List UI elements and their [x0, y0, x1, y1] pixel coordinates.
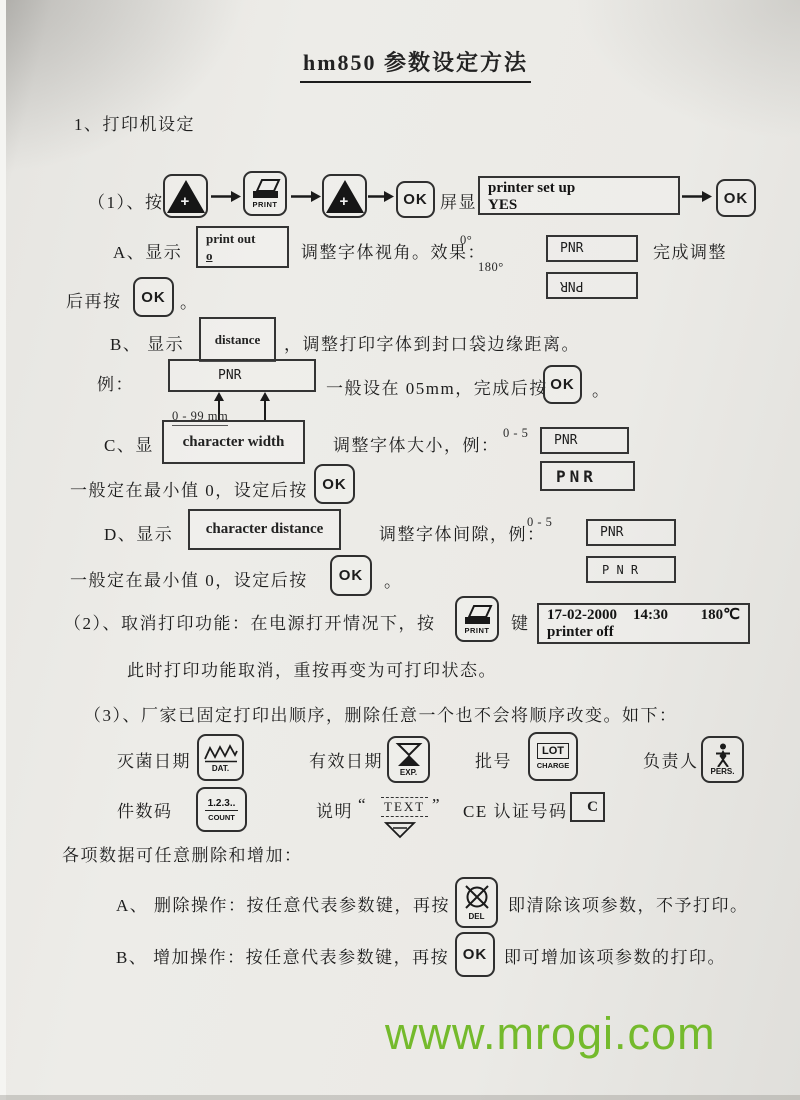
plus-key	[322, 174, 367, 218]
text-symbol: TEXT	[381, 797, 428, 817]
ok-key: OK	[543, 365, 582, 404]
ce-box-value: C	[587, 798, 598, 815]
pnr-sample-box: PNR	[546, 235, 638, 262]
printer-icon	[247, 178, 283, 200]
crossed-circle-icon	[462, 884, 492, 912]
angle-180: 180°	[478, 260, 504, 274]
pnr-sample-box-spaced: P N R	[586, 556, 676, 583]
step2-key-word: 键	[511, 614, 530, 633]
arrow-right-icon	[291, 190, 321, 203]
lcd-line2: o	[206, 248, 213, 263]
param-label-description: 说明	[316, 802, 353, 821]
lcd-line1: print out	[206, 231, 256, 246]
stepB-example-label: 例：	[97, 375, 134, 394]
ok-key: OK	[396, 181, 435, 218]
stepC-text: 调整字体大小，例：	[333, 436, 500, 455]
watermark: www.mrogi.com	[385, 1008, 716, 1059]
lot-key-top-label: LOT	[537, 743, 569, 759]
stepA-text: 调整字体视角。效果：	[301, 243, 486, 262]
lcd-line1: printer set up	[488, 180, 576, 196]
opB-text1: B、 增加操作：按任意代表参数键，再按	[116, 948, 450, 967]
date-key	[197, 734, 244, 781]
print-key-label: PRINT	[252, 200, 278, 209]
pnr-sample-box: PNR	[540, 427, 629, 454]
text-symbol-close-quote: ”	[432, 795, 442, 814]
stepD-range: 0 - 5	[527, 515, 553, 529]
opA-text1: A、 删除操作：按任意代表参数键，再按	[116, 896, 451, 915]
stepC-range: 0 - 5	[503, 426, 529, 440]
stepA-done-text: 完成调整	[653, 243, 727, 262]
print-key-label: PRINT	[464, 625, 490, 635]
angle-0: 0°	[460, 233, 473, 247]
ok-key: OK	[314, 464, 355, 504]
plus-triangle-icon: +	[167, 180, 205, 213]
stepD-period: 。	[384, 572, 403, 591]
stepD-label: D、显示	[104, 525, 174, 544]
expiry-key	[387, 736, 430, 783]
lcd-time: 14:30	[633, 607, 668, 623]
person-icon	[712, 743, 734, 767]
step2-text1: （2）、取消打印功能：在电源打开情况下，按	[64, 614, 436, 633]
stepD-text: 调整字体间隙，例：	[379, 525, 546, 544]
param-label-expiry-date: 有效日期	[309, 752, 383, 771]
stepB-period: 。	[592, 381, 611, 400]
stepC-label: C、显	[104, 436, 154, 455]
lcd-line2: printer off	[547, 624, 614, 640]
ok-key: OK	[330, 555, 372, 596]
wave-chart-icon	[202, 742, 240, 764]
delete-key	[455, 877, 498, 928]
triangle-down-icon	[384, 821, 416, 839]
plus-key	[163, 174, 208, 218]
pnr-sample-box: PNR	[168, 359, 316, 392]
date-key-label: DAT.	[211, 764, 230, 773]
stepA-period: 。	[180, 293, 199, 312]
print-key	[455, 596, 499, 642]
section-1-heading: 1、打印机设定	[74, 115, 195, 134]
ce-box	[570, 792, 605, 822]
lot-key	[528, 732, 578, 781]
stepA-label: A、显示	[113, 243, 183, 262]
ok-key: OK	[455, 932, 495, 977]
lcd-line2: YES	[488, 197, 518, 213]
lcd-display	[537, 603, 750, 644]
expiry-key-label: EXP.	[399, 768, 418, 777]
lcd-display: character distance	[188, 509, 341, 550]
lcd-display	[478, 176, 680, 215]
stepB-label: B、 显示	[110, 335, 185, 354]
lcd-line1	[547, 607, 740, 624]
lcd-display: character width	[162, 420, 305, 464]
opA-text2: 即清除该项参数，不予打印。	[508, 896, 749, 915]
pnr-sample-box-large: PNR	[540, 461, 635, 491]
lcd-date: 17-02-2000	[547, 607, 617, 623]
step1-prefix: （1）、按	[88, 193, 164, 212]
ok-key: OK	[133, 277, 174, 317]
lcd-display: distance	[199, 317, 276, 362]
printer-icon	[459, 604, 495, 626]
lcd-temp: 180℃	[700, 607, 740, 623]
param-label-sterile-date: 灭菌日期	[117, 752, 191, 771]
ops-intro: 各项数据可任意删除和增加：	[62, 846, 303, 865]
arrow-up-icon	[258, 392, 272, 420]
lcd-display	[196, 226, 289, 268]
hourglass-icon	[394, 742, 424, 768]
lot-key-bottom-label: CHARGE	[536, 761, 570, 770]
arrow-right-icon	[368, 190, 394, 203]
arrow-right-icon	[211, 190, 241, 203]
person-key-label: PERS.	[710, 767, 735, 776]
stepA-again-text: 后再按	[66, 292, 122, 311]
pnr-sample-box: PNR	[586, 519, 676, 546]
ok-key: OK	[716, 179, 756, 217]
count-key	[196, 787, 247, 832]
param-label-person: 负责人	[643, 752, 699, 771]
count-key-top-label: 1.2.3..	[205, 798, 239, 811]
delete-key-label: DEL	[468, 912, 485, 921]
stepB-text: ，调整打印字体到封口袋边缘距离。	[284, 335, 580, 354]
step2-text2: 此时打印功能取消，重按再变为可打印状态。	[127, 661, 497, 680]
param-label-count: 件数码	[117, 802, 173, 821]
page-title: hm850 参数设定方法	[300, 46, 531, 83]
text-symbol-open-quote: “	[358, 795, 368, 814]
plus-triangle-icon: +	[326, 180, 364, 213]
step3-text: （3）、厂家已固定打印出顺序，删除任意一个也不会将顺序改变。如下：	[84, 706, 678, 725]
param-label-ce-number: CE 认证号码	[463, 802, 568, 821]
arrow-right-icon	[682, 190, 712, 203]
stepB-range: 0 - 99 mm	[172, 409, 228, 426]
step1-screen-label: 屏显	[440, 193, 477, 212]
stepB-text2: 一般设在 05mm，完成后按	[326, 379, 548, 398]
stepD-text2: 一般定在最小值 0，设定后按	[70, 571, 308, 590]
count-key-bottom-label: COUNT	[208, 812, 235, 822]
stepC-text2: 一般定在最小值 0，设定后按	[70, 481, 308, 500]
person-key	[701, 736, 744, 783]
opB-text2: 即可增加该项参数的打印。	[504, 948, 726, 967]
pnr-sample-box-flipped: PNR	[546, 272, 638, 299]
param-label-lot: 批号	[475, 752, 512, 771]
print-key	[243, 171, 287, 216]
